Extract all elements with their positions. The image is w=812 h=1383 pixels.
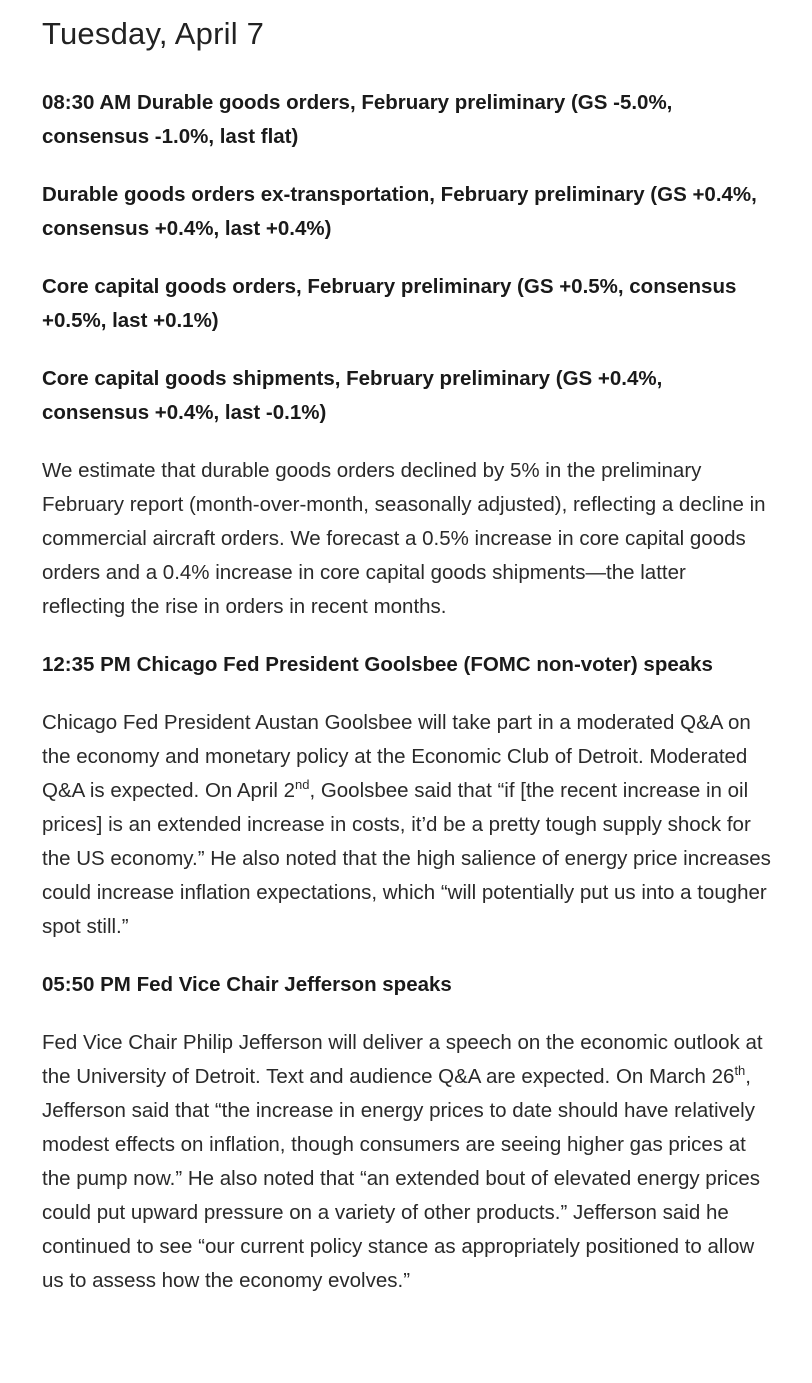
durable-goods-orders-title: 08:30 AM Durable goods orders, February preliminary (GS -5.0%, consensus -1.0%, last flat) xyxy=(42,91,673,148)
goolsbee-date-ordinal: nd xyxy=(294,777,310,793)
goolsbee-section xyxy=(42,648,772,944)
goolsbee-commentary-part-2: , Goolsbee said that “if [the recent increase in oil prices] is an extended increase in costs, it’d be a pretty tough supply shock for the US economy.” He also noted that the high salience of energy price increases could increase inflation expectations, which “will potentially put us into a tougher spot still.” xyxy=(42,779,771,938)
goolsbee-commentary-part-1: Chicago Fed President Austan Goolsbee will take part in a moderated Q&A on the economy and monetary policy at the Economic Club of Detroit. Moderated Q&A is expected. On April 2 xyxy=(42,711,751,802)
calendar-page xyxy=(42,0,772,1298)
goolsbee-commentary xyxy=(42,706,772,944)
jefferson-commentary-part-1: Fed Vice Chair Philip Jefferson will deliver a speech on the economic outlook at the University of Detroit. Text and audience Q&A are expected. On March 26 xyxy=(42,1031,763,1088)
jefferson-section xyxy=(42,968,772,1298)
jefferson-commentary xyxy=(42,1026,772,1298)
jefferson-date-ordinal: th xyxy=(734,1063,746,1079)
durable-goods-ex-transport-title: Durable goods orders ex-transportation, February preliminary (GS +0.4%, consensus +0.4%, last +0.4%) xyxy=(42,183,757,240)
jefferson-event-title: 05:50 PM Fed Vice Chair Jefferson speaks xyxy=(42,973,452,996)
core-capital-goods-orders-title: Core capital goods orders, February preliminary (GS +0.5%, consensus +0.5%, last +0.1%) xyxy=(42,275,737,332)
core-capital-goods-shipments-title: Core capital goods shipments, February preliminary (GS +0.4%, consensus +0.4%, last -0.1%) xyxy=(42,367,663,424)
date-heading: Tuesday, April 7 xyxy=(42,16,265,51)
durable-goods-commentary: We estimate that durable goods orders declined by 5% in the preliminary February report (month-over-month, seasonally adjusted), reflecting a decline in commercial aircraft orders. We forecast a 0.5% increase in core capital goods orders and a 0.4% increase in core capital goods shipments—the latter reflecting the rise in orders in recent months. xyxy=(42,459,766,618)
goolsbee-event-title: 12:35 PM Chicago Fed President Goolsbee (FOMC non-voter) speaks xyxy=(42,653,713,676)
jefferson-commentary-part-2: , Jefferson said that “the increase in energy prices to date should have relatively modest effects on inflation, though consumers are seeing higher gas prices at the pump now.” He also noted that “an extended bout of elevated energy prices could put upward pressure on a variety of other products.” Jefferson said he continued to see “our current policy stance as appropriately positioned to allow us to assess how the economy evolves.” xyxy=(42,1065,760,1292)
durable-goods-section xyxy=(42,86,772,624)
